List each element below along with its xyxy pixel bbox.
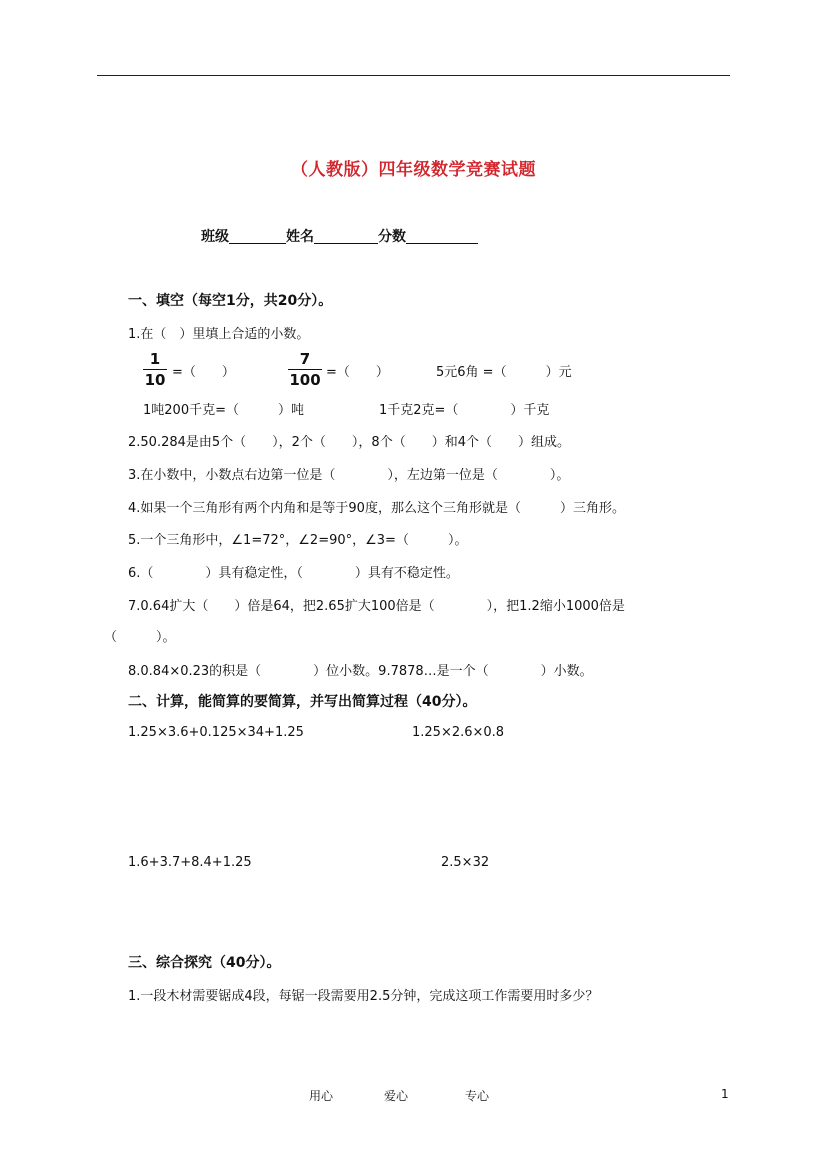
question-1-1c: 5元6角 =（ ）元 bbox=[436, 365, 572, 380]
question-1-1d: 1吨200千克=（ ）吨 bbox=[143, 403, 304, 418]
fraction-denominator: 100 bbox=[289, 371, 321, 389]
section-3-heading: 三、综合探究（40分）。 bbox=[128, 955, 281, 971]
question-1-4: 4.如果一个三角形有两个内角和是等于90度，那么这个三角形就是（ ）三角形。 bbox=[128, 501, 625, 516]
calc-2: 1.25×2.6×0.8 bbox=[412, 725, 505, 740]
question-1-6: 6.（ ）具有稳定性，（ ）具有不稳定性。 bbox=[128, 566, 459, 581]
question-3-1: 1.一段木材需要锯成4段，每锯一段需要用2.5分钟，完成这项工作需要用时多少？ bbox=[128, 989, 599, 1004]
question-1-8: 8.0.84×0.23的积是（ ）位小数。9.7878…是一个（ ）小数。 bbox=[128, 664, 593, 679]
page-title: （人教版）四年级数学竞赛试题 bbox=[291, 160, 536, 180]
calc-1: 1.25×3.6+0.125×34+1.25 bbox=[128, 725, 304, 740]
question-1-5: 5.一个三角形中，∠1=72°，∠2=90°，∠3=（ ）。 bbox=[128, 533, 468, 548]
class-blank bbox=[229, 229, 286, 244]
class-label: 班级 bbox=[201, 229, 229, 245]
fraction-numerator: 1 bbox=[149, 350, 161, 368]
question-1-3: 3.在小数中，小数点右边第一位是（ ），左边第一位是（ ）。 bbox=[128, 468, 570, 483]
score-label: 分数 bbox=[378, 229, 406, 245]
question-1-1: 1.在（ ）里填上合适的小数。 bbox=[128, 327, 310, 342]
fraction-denominator: 10 bbox=[144, 371, 166, 389]
footer-text-1: 用心 bbox=[309, 1089, 334, 1103]
score-blank bbox=[406, 229, 478, 244]
header-rule bbox=[97, 75, 730, 76]
page-number: 1 bbox=[721, 1087, 729, 1101]
name-label: 姓名 bbox=[286, 229, 314, 245]
fraction-1-answer: =（ ） bbox=[172, 365, 235, 380]
question-1-2: 2.50.284是由5个（ ），2个（ ），8个（ ）和4个（ ）组成。 bbox=[128, 435, 570, 450]
fraction-1-10 bbox=[143, 351, 167, 389]
fraction-bar bbox=[143, 369, 167, 370]
footer-text-2: 爱心 bbox=[384, 1089, 409, 1103]
fraction-bar bbox=[288, 369, 322, 370]
fraction-2-answer: =（ ） bbox=[326, 365, 389, 380]
fraction-numerator: 7 bbox=[299, 350, 311, 368]
student-info-line bbox=[201, 226, 478, 246]
question-1-7-continued: （ ）。 bbox=[104, 630, 176, 645]
question-1-1e: 1千克2克=（ ）千克 bbox=[379, 403, 550, 418]
section-1-heading: 一、填空（每空1分，共20分）。 bbox=[128, 293, 333, 309]
section-2-heading: 二、计算，能简算的要简算，并写出简算过程（40分）。 bbox=[128, 694, 477, 710]
calc-4: 2.5×32 bbox=[441, 855, 490, 870]
fraction-7-100 bbox=[288, 351, 322, 389]
question-1-7: 7.0.64扩大（ ）倍是64，把2.65扩大100倍是（ ），把1.2缩小1000倍是 bbox=[128, 599, 625, 614]
calc-3: 1.6+3.7+8.4+1.25 bbox=[128, 855, 252, 870]
footer-text-3: 专心 bbox=[465, 1089, 490, 1103]
name-blank bbox=[314, 229, 378, 244]
